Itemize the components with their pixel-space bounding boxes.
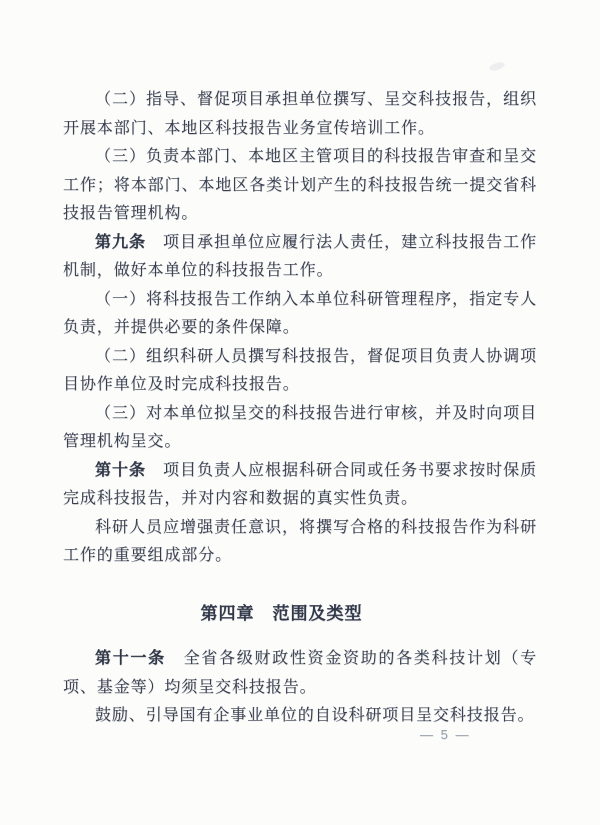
paragraph: 第十条 项目负责人应根据科研合同或任务书要求按时保质完成科技报告，并对内容和数据的真实性负责。 — [63, 461, 537, 507]
clause-label: 第九条 — [95, 233, 147, 251]
document-body — [63, 86, 537, 731]
paragraph: （二）指导、督促项目承担单位撰写、呈交科技报告，组织开展本部门、本地区科技报告业务宣传培训工作。 — [63, 91, 537, 137]
clause-label: 第十一条 — [95, 650, 166, 667]
scan-smudge — [488, 61, 505, 73]
paragraph: （一）将科技报告工作纳入本单位科研管理程序，指定专人负责，并提供必要的条件保障。 — [63, 290, 537, 336]
paragraph: 鼓励、引导国有企事业单位的自设科研项目呈交科技报告。 — [95, 707, 535, 724]
paragraph: 科研人员应增强责任意识，将撰写合格的科技报告作为科研工作的重要组成部分。 — [63, 518, 537, 564]
paragraph: 第十一条 全省各级财政性资金资助的各类科技计划（专项、基金等）均须呈交科技报告。 — [63, 650, 537, 696]
chapter-heading: 第四章 范围及类型 — [200, 603, 363, 623]
page-number: — 5 — — [420, 727, 471, 742]
clause-label: 第十条 — [95, 461, 147, 479]
paragraph: （三）对本单位拟呈交的科技报告进行审核，并及时向项目管理机构呈交。 — [63, 404, 537, 450]
paragraph: （三）负责本部门、本地区主管项目的科技报告审查和呈交工作；将本部门、本地区各类计划产生的科技报告统一提交省科技报告管理机构。 — [63, 148, 537, 222]
paragraph: （二）组织科研人员撰写科技报告，督促项目负责人协调项目协作单位及时完成科技报告。 — [63, 347, 537, 393]
paragraph: 第九条 项目承担单位应履行法人责任，建立科技报告工作机制，做好本单位的科技报告工作。 — [63, 233, 537, 279]
